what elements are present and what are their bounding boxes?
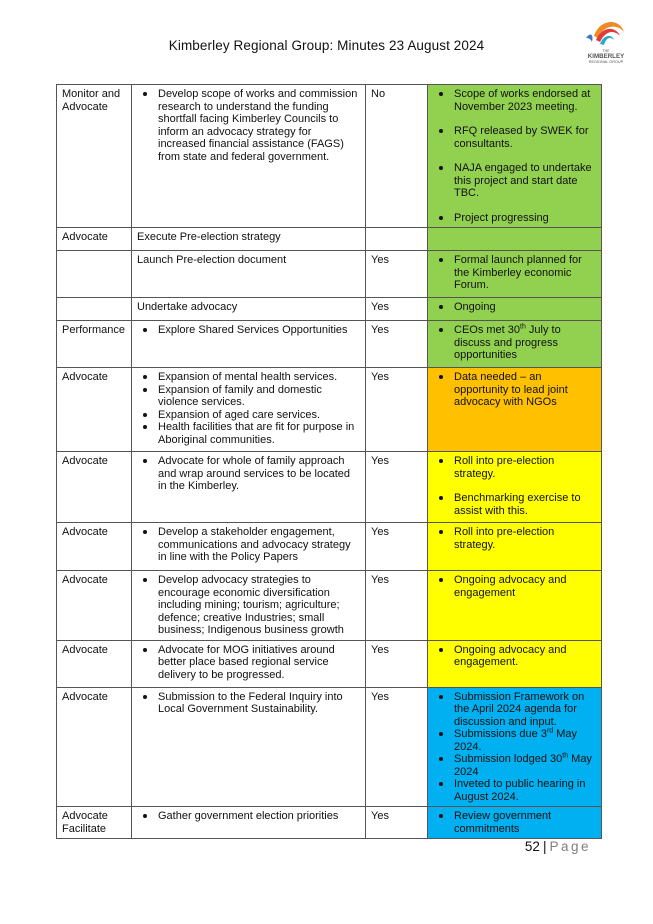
status-item: RFQ released by SWEK for consultants. [433,125,597,150]
page-label: Page [549,839,591,854]
action-item: Explore Shared Services Opportunities [137,324,361,337]
table-row [57,523,602,571]
status-item: Ongoing advocacy and engagement. [433,644,597,669]
action-cell [132,523,366,571]
endorsed-cell: Yes [366,640,428,687]
status-cell-yellow [428,640,602,687]
category-cell: Advocate [57,687,132,807]
status-item: Submission lodged 30th May 2024 [433,753,597,778]
status-cell-orange [428,368,602,452]
status-cell-blue [428,687,602,807]
table-row [57,640,602,687]
category-cell: Advocate [57,523,132,571]
kimberley-regional-group-logo [580,14,632,66]
endorsed-cell: Yes [366,251,428,298]
page-separator: | [542,839,547,854]
status-item: Project progressing [433,212,597,225]
table-row [57,228,602,251]
action-cell [132,321,366,368]
status-text: CEOs met 30th July to discuss and progress opportunities [454,323,561,361]
action-item: Submission to the Federal Inquiry into Local Government Sustainability. [137,691,361,716]
action-item: Develop advocacy strategies to encourage economic diversification including mining; tourism; agriculture; defence; creative Industries; small business; Indigenous business growth [137,574,361,637]
table-row [57,807,602,839]
table-row [57,452,602,523]
status-cell-yellow [428,523,602,571]
table-row [57,251,602,298]
action-item: Advocate for whole of family approach and wrap around services to be located in the Kimberley. [137,455,361,493]
status-cell-green [428,228,602,251]
status-item: Formal launch planned for the Kimberley economic Forum. [433,254,597,292]
endorsed-cell: Yes [366,571,428,641]
status-cell-blue [428,807,602,839]
status-cell-green [428,251,602,298]
status-item: Scope of works endorsed at November 2023 meeting. [433,88,597,113]
table-row [57,298,602,321]
endorsed-cell: Yes [366,452,428,523]
logo-text-regional-group: REGIONAL GROUP [588,60,624,64]
status-item: Inveted to public hearing in August 2024. [433,778,597,803]
endorsed-cell: Yes [366,807,428,839]
category-cell: Advocate [57,571,132,641]
table-row [57,368,602,452]
minutes-action-table [56,84,602,839]
status-cell-green [428,85,602,228]
status-item: Ongoing advocacy and engagement [433,574,597,599]
endorsed-cell: No [366,85,428,228]
status-item: Ongoing [433,301,597,314]
endorsed-cell: Yes [366,523,428,571]
status-item: Roll into pre-election strategy. [433,455,597,480]
action-item: Expansion of family and domestic violence services. [137,384,361,409]
action-cell: Execute Pre-election strategy [132,228,366,251]
category-cell: Advocate [57,452,132,523]
page-header-title: Kimberley Regional Group: Minutes 23 August 2024 [168,38,485,53]
status-cell-green [428,298,602,321]
status-item: Submissions due 3rd May 2024. [433,728,597,753]
category-cell: Advocate [57,640,132,687]
endorsed-cell: Yes [366,321,428,368]
action-item: Health facilities that are fit for purpose in Aboriginal communities. [137,421,361,446]
status-item [433,324,597,362]
status-cell-green [428,321,602,368]
action-cell [132,85,366,228]
table-row [57,687,602,807]
action-cell: Undertake advocacy [132,298,366,321]
table-row [57,321,602,368]
status-item: Submission Framework on the April 2024 agenda for discussion and input. [433,691,597,729]
category-cell [57,251,132,298]
table-row [57,571,602,641]
action-cell [132,571,366,641]
action-cell [132,452,366,523]
category-cell: Advocate [57,368,132,452]
action-item: Develop a stakeholder engagement, communications and advocacy strategy in line with the Policy Papers [137,526,361,564]
action-item: Expansion of mental health services. [137,371,361,384]
category-cell: Performance [57,321,132,368]
action-item: Develop scope of works and commission research to understand the funding shortfall facing Kimberley Councils to inform an advocacy strategy for increased financial assistance (FAGS) from state and federal government. [137,88,361,163]
status-cell-yellow [428,571,602,641]
action-cell: Launch Pre-election document [132,251,366,298]
action-item: Advocate for MOG initiatives around better place based regional service delivery to be progressed. [137,644,361,682]
status-item: Data needed – an opportunity to lead joint advocacy with NGOs [433,371,597,409]
endorsed-cell: Yes [366,687,428,807]
logo-text-the: THE [602,49,610,53]
status-cell-yellow [428,452,602,523]
table-row [57,85,602,228]
logo-text-kimberley: KIMBERLEY [587,53,625,60]
category-cell: Advocate [57,228,132,251]
endorsed-cell: Yes [366,298,428,321]
page-footer [525,839,591,854]
category-cell [57,298,132,321]
status-item: NAJA engaged to undertake this project and start date TBC. [433,162,597,200]
status-item: Review government commitments [433,810,597,835]
endorsed-cell: Yes [366,368,428,452]
action-cell [132,640,366,687]
action-cell [132,368,366,452]
category-cell: Advocate Facilitate [57,807,132,839]
action-item: Expansion of aged care services. [137,409,361,422]
action-cell [132,807,366,839]
status-item: Roll into pre-election strategy. [433,526,597,551]
page-number: 52 [524,839,540,854]
action-item: Gather government election priorities [137,810,361,823]
status-item: Benchmarking exercise to assist with this. [433,492,597,517]
category-cell: Monitor and Advocate [57,85,132,228]
endorsed-cell [366,228,428,251]
action-cell [132,687,366,807]
